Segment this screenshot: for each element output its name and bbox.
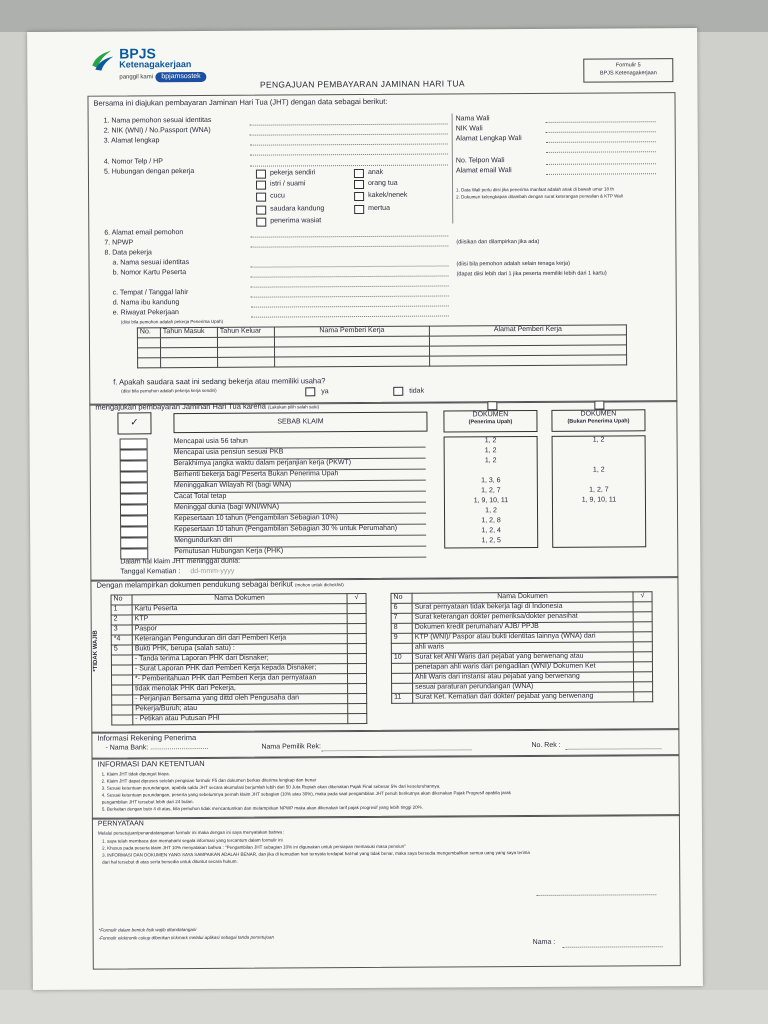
doc-pu-subtitle: (Penerima Upah) (468, 419, 513, 426)
background-bottom (0, 990, 768, 1024)
label-telp-wali: No. Telpon Wali (455, 157, 505, 165)
doc-no (112, 695, 133, 705)
doc-checkbox[interactable] (347, 623, 366, 633)
doc-name: - Petikan atau Putusan PHI (133, 714, 348, 725)
reason-checkbox[interactable] (120, 438, 148, 449)
reason-text: Kepesertaan 10 tahun (Pengambilan Sebagian 10%) (174, 514, 426, 527)
tagline-prefix: panggil kami (119, 74, 154, 81)
wali-note-1: 1. Data Wali perlu diisi jika penerima manfaat adalah anak di bawah umur 18 th (456, 186, 614, 193)
table-cell[interactable] (160, 337, 217, 347)
doc-no (391, 643, 412, 653)
doc-name: Dokumen kredit perumahan/ AJB/ PPJB (412, 622, 633, 633)
doc-bpu-value (553, 526, 645, 537)
claim-intro-note: (Lakukan pilih salah satu) (267, 404, 320, 410)
doc-checkbox[interactable] (633, 672, 652, 682)
doc-name: sesuai paraturan perundangan (WNA) (413, 682, 634, 693)
label-nama-wali: Nama Wali (455, 115, 490, 123)
doc-no (392, 673, 413, 683)
bank-name-field[interactable]: - Nama Bank: .............................. (105, 743, 209, 752)
doc-bpu-value (553, 476, 645, 487)
kartu-peserta-note: (dapat diisi lebih dari 1 jika peserta memiliki lebih dari 1 kartu) (456, 270, 607, 278)
label-email: 6. Alamat email pemohon (104, 229, 184, 237)
reason-text: Mengundurkan diri (174, 536, 426, 549)
doc-no: 10 (391, 653, 412, 663)
doc-name: Surat Ket. Kematian dari dokter/ pejabat yang berwenang (413, 692, 634, 703)
doc-bpu-value (553, 516, 645, 527)
doc-checkbox[interactable] (633, 642, 652, 652)
doc-checkbox[interactable] (347, 603, 366, 613)
rel-checkbox-anak[interactable] (354, 169, 364, 178)
table-cell[interactable] (218, 347, 275, 357)
doc-name: - Perjanjian Bersama yang dittd oleh Pengusaha dan (133, 694, 348, 705)
doc-checkbox[interactable] (634, 682, 653, 692)
doc-name: *- Pemberitahuan PHK dari Pemberi Kerja dan pernyataan (133, 674, 348, 685)
table-row (112, 713, 367, 725)
sebab-klaim-header: SEBAB KLAIM (173, 412, 427, 434)
rel-checkbox-saudara[interactable] (256, 206, 266, 215)
background-top (0, 0, 768, 32)
label-kartu-peserta: b. Nomor Kartu Peserta (112, 269, 187, 277)
doc-name: tidak menolak PHK dari Pekerja, (133, 684, 348, 695)
doc-bpu-column (552, 435, 647, 548)
doc-no (112, 705, 133, 715)
rel-label-kakek: kakek/nenek (368, 191, 408, 199)
docs-left-th-no: No (111, 595, 132, 605)
reason-checkbox[interactable] (120, 460, 148, 471)
job-history-table (137, 324, 627, 368)
bpjs-logo-icon (89, 46, 115, 72)
th-alamat-pemberi-kerja: Alamat Pemberi Kerja (429, 325, 626, 336)
riwayat-note: (diisi bila pemohon adalah pekerja Penerima Upah) (120, 318, 224, 325)
docs-right-th-name: Nama Dokumen (412, 592, 633, 603)
bank-owner-label: Nama Pemilik Rek: (261, 743, 321, 751)
rel-checkbox-cucu[interactable] (256, 193, 266, 202)
claim-intro-text: mengajukan pembayaran Jaminan Hari Tua karena (95, 401, 266, 412)
signer-name-label: Nama : (532, 938, 556, 946)
th-tahun-masuk: Tahun Masuk (160, 327, 217, 337)
docs-intro (96, 580, 343, 590)
doc-checkbox[interactable] (347, 643, 366, 653)
business-no-label: tidak (409, 387, 425, 395)
th-no: No. (137, 328, 160, 338)
rel-label-istri: istri / suami (269, 180, 306, 188)
tidak-wajib-side-label: *TIDAK WAJIB (92, 630, 99, 672)
reason-text: Berhenti bekerja bagi Peserta Bukan Penerima Upah (174, 470, 426, 483)
reason-checkbox-column (120, 438, 149, 550)
reason-checkbox[interactable] (120, 471, 148, 482)
doc-pu-value: 1, 2 (485, 507, 497, 515)
doc-pu-value: 1, 9, 10, 11 (473, 497, 509, 505)
doc-bpu-value: 1, 2 (592, 436, 605, 444)
reason-checkbox[interactable] (120, 537, 148, 548)
doc-no: 11 (392, 693, 413, 703)
doc-name: Ahli Waris dari instansi atau pejabat yang berwenang (413, 672, 634, 683)
doc-no (391, 663, 412, 673)
table-cell[interactable] (161, 357, 218, 367)
business-note: (diisi bila pemohon adalah pekerja kerja sendiri) (121, 387, 217, 394)
doc-no (111, 655, 132, 665)
reason-checkbox[interactable] (120, 493, 148, 504)
doc-pu-value: 1, 2 (484, 437, 497, 445)
doc-checkbox[interactable] (348, 683, 367, 693)
death-date-input[interactable]: dd-mmm-yyyy (190, 567, 235, 576)
doc-no: 9 (391, 633, 412, 643)
doc-no: 7 (391, 613, 412, 623)
rel-label-mertua: mertua (368, 204, 390, 212)
label-telp: 4. Nomor Telp / HP (103, 158, 163, 166)
doc-bpu-value (553, 456, 645, 467)
label-email-wali: Alamat email Wali (455, 167, 512, 175)
doc-no: 3 (111, 625, 132, 635)
rel-label-saudara: saudara kandung (270, 205, 325, 213)
bank-title: Informasi Rekening Penerima (97, 733, 197, 743)
npwp-note: (diisikan dan dilampirkan jika ada) (456, 238, 540, 246)
doc-bpu-value: 1, 2, 7 (589, 486, 609, 494)
business-no-checkbox[interactable] (393, 387, 403, 396)
table-cell[interactable] (218, 357, 275, 367)
doc-checkbox[interactable] (347, 633, 366, 643)
doc-checkbox[interactable] (347, 663, 366, 673)
doc-name: Bukti PHK, berupa (salah satu) : (132, 644, 347, 655)
doc-checkbox[interactable] (348, 713, 367, 723)
doc-checkbox[interactable] (634, 692, 653, 702)
doc-name: Paspor (132, 624, 347, 635)
doc-checkbox[interactable] (633, 622, 652, 632)
doc-pu-value: 1, 2, 5 (481, 537, 501, 545)
pu-header-checkbox[interactable] (487, 401, 497, 410)
docs-left-table (111, 593, 368, 726)
death-date-label: Tanggal Kematian : (120, 568, 181, 576)
doc-pu-value: 1, 2, 7 (481, 487, 501, 495)
docs-intro-note: (mohon untuk dicheklist) (294, 582, 344, 588)
business-yes-label: ya (321, 388, 329, 396)
reason-text: Kepesertaan 10 tahun (Pengambilan Sebagian 30 % untuk Perumahan) (174, 525, 426, 538)
doc-bpu-value: 1, 2 (592, 466, 605, 474)
label-npwp: 7. NPWP (104, 239, 134, 247)
form-number: Formulir 5 (615, 62, 641, 69)
label-ibu: d. Nama ibu kandung (112, 299, 180, 307)
th-tahun-keluar: Tahun Keluar (217, 327, 274, 337)
doc-name: Pekerja/Buruh; atau (133, 704, 348, 715)
business-yes-checkbox[interactable] (305, 387, 315, 396)
rel-label-sendiri: pekerja sendiri (269, 169, 316, 177)
doc-no: 8 (391, 623, 412, 633)
label-data-pekerja: 8. Data pekerja (104, 249, 152, 257)
table-cell[interactable] (161, 347, 218, 357)
reason-text: Pemutusan Hubungan Kerja (PHK) (174, 547, 426, 560)
doc-name: - Surat Laporan PHK dari Pemberi Kerja kepada Disnaker; (132, 664, 347, 675)
docs-left-th-name: Nama Dokumen (132, 594, 347, 605)
rel-checkbox-mertua[interactable] (354, 205, 364, 214)
doc-pu-value: 1, 2, 8 (481, 517, 501, 525)
docs-right-table (391, 591, 654, 704)
brand-name: BPJS (119, 45, 156, 62)
label-alamat-wali: Alamat Lengkap Wali (455, 135, 522, 143)
pernyataan-item-3: 3. INFORMASI DAN DOKUMEN YANG SAYA SAMPAIKAN ADALAH BENAR, dan jika di kemudian hari ternyata terdapat hal-hal yang tidak benar, maka saya bersedia mengembalikan semua uang yang saya terima (102, 849, 530, 858)
doc-checkbox[interactable] (633, 652, 652, 662)
doc-checkbox[interactable] (633, 602, 652, 612)
doc-pu-value: 1, 3, 6 (481, 477, 501, 485)
info-item-4: 4. Sesuai ketentuan perundangan, peserta yang sebelumnya pernah klaim JHT sebagian (10% atau 30%), maka pada saat pengambilan JHT penuh berikutnya akan dikenakan Pajak Progresif apabila jarak (101, 790, 511, 798)
info-item-5: 5. Berkaitan dengan butir 4 di atas, bila pemohon tidak mencantumkan dan melampirkan NPWP maka akan dikenakan tarif pajak progresif yang lebih tinggi 20%. (101, 804, 423, 812)
claim-intro (95, 402, 319, 412)
reason-list (174, 437, 427, 560)
info-item-2: 2. Klaim JHT dapat diproses setelah pengisian formulir F5 dan dokumen berkas diterima lengkap dan benar (101, 777, 317, 784)
table-cell[interactable] (275, 356, 430, 367)
doc-bpu-value (553, 506, 645, 517)
doc-pu-value (445, 467, 537, 478)
label-ttl: c. Tempat / Tanggal lahir (112, 289, 189, 297)
doc-bpu-value (553, 446, 645, 457)
reason-text: Cacat Total tetap (174, 492, 426, 505)
brand-subtitle: Ketenagakerjaan (119, 59, 192, 70)
doc-pu-column (444, 436, 539, 549)
doc-pu-value: 1, 2, 4 (481, 527, 501, 535)
reason-checkbox[interactable] (120, 482, 148, 493)
table-cell[interactable] (430, 355, 627, 366)
th-pemberi-kerja: Nama Pemberi Kerja (274, 326, 429, 337)
doc-no: 6 (391, 603, 412, 613)
footer-note-2: -Formulir elektronik cukup diberikan tickmark melalui aplikasi sebagai tanda persetujuan (98, 934, 274, 941)
info-item-1: 1. Klaim JHT tidak dipungut biaya. (101, 771, 170, 777)
rel-checkbox-sendiri[interactable] (256, 170, 266, 179)
docs-right-th-no: No (391, 593, 412, 603)
doc-checkbox[interactable] (348, 673, 367, 683)
info-title: INFORMASI DAN KETENTUAN (97, 758, 205, 769)
intro-text: Bersama ini diajukan pembayaran Jaminan Hari Tua (JHT) dengan data sebagai berikut: (93, 96, 388, 108)
doc-name: ahli waris (412, 642, 633, 653)
doc-bpu-subtitle: (Bukan Penerima Upah) (567, 418, 630, 425)
label-nama-pemohon: 1. Nama pemohon sesuai identitas (103, 116, 212, 125)
doc-bpu-header (551, 409, 645, 432)
info-item-4b: pengambilan JHT tersebut lebih dari 24 bulan. (101, 799, 194, 805)
reason-text: Mencapai usia pensiun sesuai PKB (174, 448, 426, 461)
rel-label-cucu: cucu (270, 192, 285, 200)
doc-checkbox[interactable] (348, 703, 367, 713)
label-nik: 2. NIK (WNI) / No.Passport (WNA) (103, 126, 211, 135)
doc-name: penetapan ahli waris dari pengadilan (WNI)/ Dokumen Ket (412, 662, 633, 673)
reason-checkbox[interactable] (120, 449, 148, 460)
rel-label-anak: anak (367, 168, 384, 176)
docs-left-th-check: √ (347, 593, 366, 603)
doc-checkbox[interactable] (348, 693, 367, 703)
tagline-badge: bpjamsostek (155, 72, 206, 82)
rel-checkbox-wasiat[interactable] (256, 218, 266, 227)
doc-name: Surat pernyataan tidak bekerja lagi di Indonesia (412, 602, 633, 613)
death-claim-note: Dalam hal klaim JHT meninggal dunia: (120, 557, 241, 566)
reason-text: Meninggal dunia (bagi WNI/WNA) (174, 503, 426, 516)
doc-no (112, 685, 133, 695)
label-hubungan: 5. Hubungan dengan pekerja (103, 168, 195, 176)
doc-bpu-value: 1, 9, 10, 11 (581, 496, 617, 504)
reason-text: Berakhirnya jangka waktu dalam perjanjian kerja (PKWT) (174, 459, 426, 472)
pernyataan-lead: Melalui persetujuan/penandatanganan formulir ini maka dengan ini saya menyatakan bahwa : (97, 829, 285, 836)
reason-checkbox[interactable] (120, 504, 148, 515)
reason-checkbox[interactable] (120, 526, 148, 537)
form-paper (27, 28, 703, 990)
doc-name: Surat keterangan dokter pemeriksa/dokter penasihat (412, 612, 633, 623)
doc-name: KTP (132, 614, 347, 625)
doc-bpu-value (553, 536, 645, 547)
reason-checkbox[interactable] (120, 515, 148, 526)
pernyataan-item-1: 1. saya telah membaca dan memahami segala informasi yang tercantum dalam formulir ini (102, 837, 283, 844)
reason-text: Meninggalkan Wilayah RI (bagi WNA) (174, 481, 426, 494)
table-row (392, 692, 653, 704)
rel-checkbox-kakek[interactable] (354, 192, 364, 201)
doc-no: *4 (111, 635, 132, 645)
doc-bpu-title: DOKUMEN (580, 410, 617, 418)
table-cell[interactable] (138, 358, 161, 368)
doc-no (112, 675, 133, 685)
pernyataan-item-3b: dari hal tersebut di atas serta bersedia untuk dituntut secara hukum. (102, 858, 238, 865)
pernyataan-title: PERNYATAAN (97, 820, 144, 828)
doc-name: Surat ket Ahli Waris dari pejabat yang berwenang atau (412, 652, 633, 663)
check-icon: ✓ (117, 412, 151, 434)
doc-name: Keterangan Pengunduran diri dari Pemberi Kerja (132, 634, 347, 645)
bank-account-label: No. Rek : (531, 741, 561, 749)
doc-no (392, 683, 413, 693)
footer-note-1: *Formulir dalam bentuk fisik wajib ditandatangani (98, 927, 197, 933)
docs-intro-text: Dengan melampirkan dokumen pendukung sebagai berikut (96, 579, 293, 590)
doc-name: Kartu Peserta (132, 604, 347, 615)
wali-note-2: 2. Dokumen kelengkapan ditambah dengan surat keterangan perwalian & KTP Wali (456, 193, 623, 200)
doc-no: 5 (111, 645, 132, 655)
form-title: PENGAJUAN PEMBAYARAN JAMINAN HARI TUA (260, 78, 465, 90)
doc-pu-value: 1, 2 (484, 447, 497, 455)
label-nik-wali: NIK Wali (455, 125, 483, 133)
doc-no (112, 715, 133, 725)
nama-pekerja-note: (diisi bila pemohon adalah selain tenaga kerja) (456, 260, 570, 268)
doc-checkbox[interactable] (633, 632, 652, 642)
doc-checkbox[interactable] (633, 612, 652, 622)
label-alamat: 3. Alamat lengkap (103, 137, 160, 145)
doc-checkbox[interactable] (633, 662, 652, 672)
table-cell[interactable] (217, 337, 274, 347)
table-cell[interactable] (138, 348, 161, 358)
doc-name: - Tanda terima Laporan PHK dari Disnaker; (132, 654, 347, 665)
doc-no: 2 (111, 615, 132, 625)
label-riwayat: e. Riwayat Pekerjaan (112, 309, 179, 317)
label-nama-pekerja: a. Nama sesuai identitas (112, 259, 190, 267)
doc-pu-title: DOKUMEN (472, 411, 509, 419)
doc-no: 1 (111, 605, 132, 615)
rel-label-ortu: orang tua (367, 179, 398, 187)
form-org: BPJS Ketenagakerjaan (599, 70, 657, 77)
bpu-header-checkbox[interactable] (594, 401, 604, 410)
rel-checkbox-ortu[interactable] (354, 180, 364, 189)
table-cell[interactable] (137, 338, 160, 348)
doc-pu-value: 1, 2 (484, 457, 497, 465)
doc-no (111, 665, 132, 675)
doc-name: KTP (WNI)/ Paspor atau bukti identitas lainnya (WNA) dari (412, 632, 633, 643)
pernyataan-item-2: 2. Khusus pada peserta klaim JHT 10% menyatakan bahwa : "Pengambilan JHT sebagian 10% ini digunakan untuk persiapan memasuki masa pensiun" (102, 843, 406, 851)
docs-right-th-check: √ (633, 592, 652, 602)
rel-label-wasiat: penerima wasiat (270, 217, 322, 225)
doc-checkbox[interactable] (347, 613, 366, 623)
doc-pu-header (443, 410, 537, 433)
doc-checkbox[interactable] (347, 653, 366, 663)
business-question: f. Apakah saudara saat ini sedang bekerja atau memiliki usaha? (113, 376, 326, 387)
rel-checkbox-istri[interactable] (256, 181, 266, 190)
info-item-3: 3. Sesuai ketentuan perundangan, apabila saldo JHT secara akumulasi berjumlah lebih dari 50 Juta Rupiah akan dikenakan Pajak Final sebesar 5% dari keseluruhannya. (101, 783, 441, 791)
reason-text: Mencapai usia 56 tahun (174, 437, 426, 450)
